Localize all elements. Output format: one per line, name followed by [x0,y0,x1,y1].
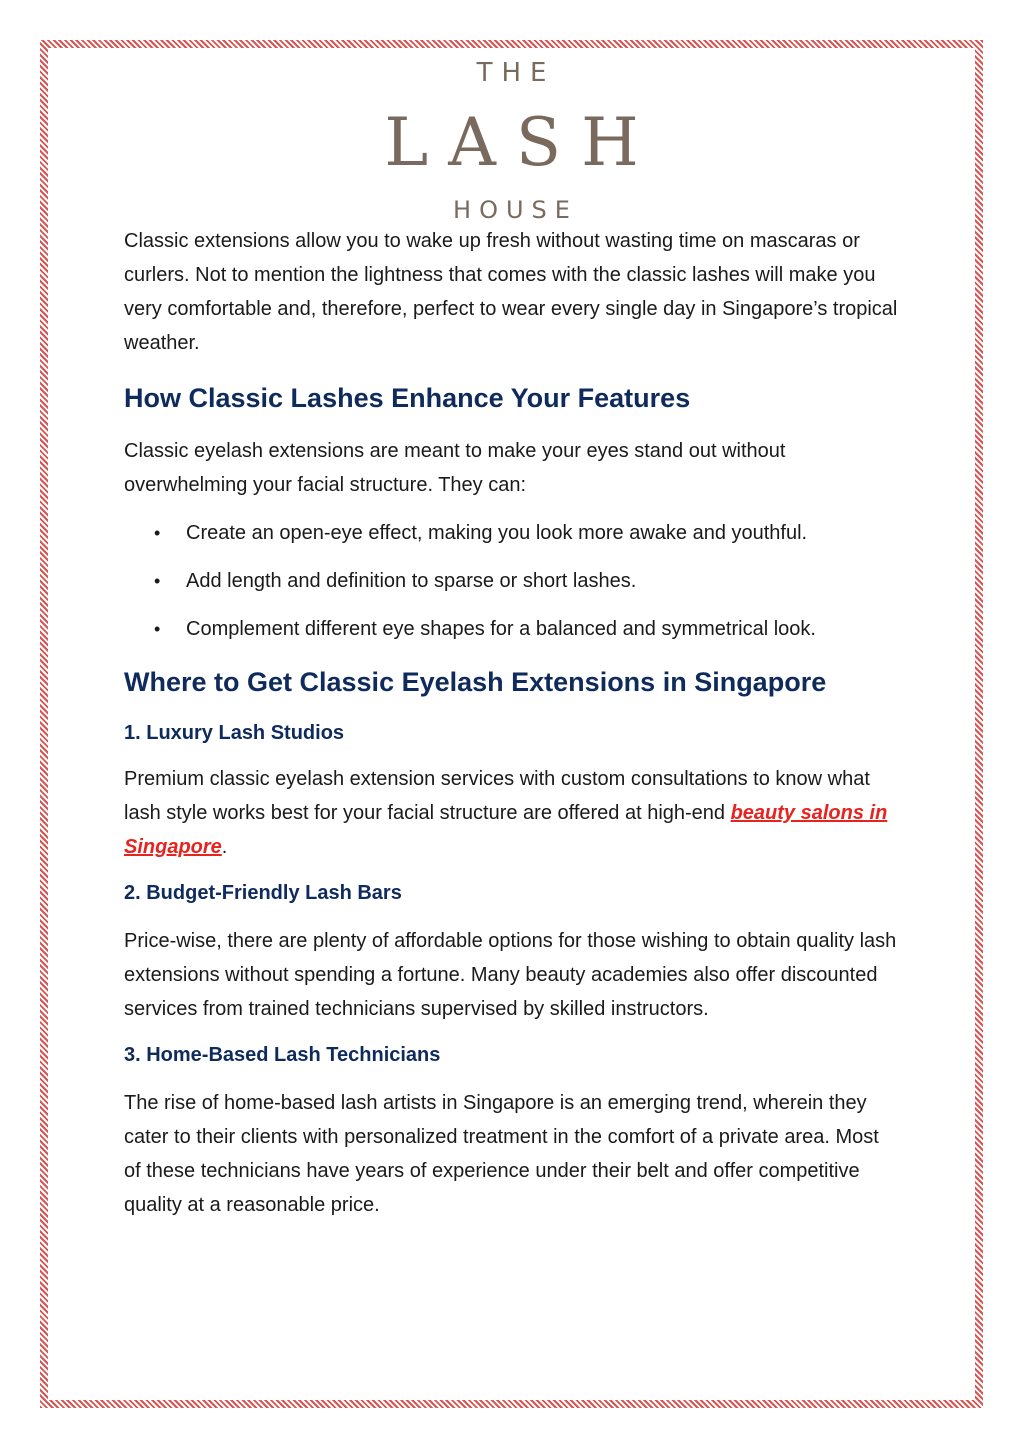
list-item [124,564,899,598]
features-list [124,516,899,646]
bullet-icon: • [154,571,161,591]
luxury-text: Premium classic eyelash extension services with custom consultations to know what lash style works best for your facial structure are offered at high-end [124,768,870,824]
subheading-luxury: 1. Luxury Lash Studios [124,722,345,744]
logo-house: HOUSE [453,196,578,224]
list-item-text: Complement different eye shapes for a balanced and symmetrical look. [186,618,816,640]
beauty-salons-link[interactable]: beauty salons in Singapore [124,802,888,858]
logo-lash: LASH [384,104,659,181]
budget-paragraph: Price-wise, there are plenty of affordable options for those wishing to obtain quality lash extensions without spending a fortune. Many beauty academies also offer discounted services from trained technicians supervised by skilled instructors. [124,930,897,1020]
list-item [124,612,899,646]
subheading-budget: 2. Budget-Friendly Lash Bars [124,882,402,904]
section-heading-where: Where to Get Classic Eyelash Extensions in Singapore [124,667,827,697]
document-body [124,224,899,1222]
subheading-home: 3. Home-Based Lash Technicians [124,1044,441,1066]
list-item-text: Add length and definition to sparse or short lashes. [186,570,637,592]
section-heading-enhance: How Classic Lashes Enhance Your Features [124,383,691,413]
lash-house-logo [0,54,1023,226]
intro-paragraph: Classic extensions allow you to wake up fresh without wasting time on mascaras or curlers. Not to mention the lightness that comes with the classic lashes will make you very comfortable and, therefore, perfect to wear every single day in Singapore’s tropical weather. [124,230,898,354]
home-paragraph: The rise of home-based lash artists in Singapore is an emerging trend, wherein they cater to their clients with personalized treatment in the comfort of a private area. Most of these technicians have years of experience under their belt and offer competitive quality at a reasonable price. [124,1092,879,1216]
bullet-icon: • [154,619,161,639]
luxury-paragraph [124,762,899,864]
list-item-text: Create an open-eye effect, making you look more awake and youthful. [186,522,808,544]
section1-paragraph: Classic eyelash extensions are meant to make your eyes stand out without overwhelming your facial structure. They can: [124,440,786,496]
logo-the: THE [476,58,556,88]
bullet-icon: • [154,523,161,543]
list-item [124,516,899,550]
luxury-text-end: . [221,836,228,858]
